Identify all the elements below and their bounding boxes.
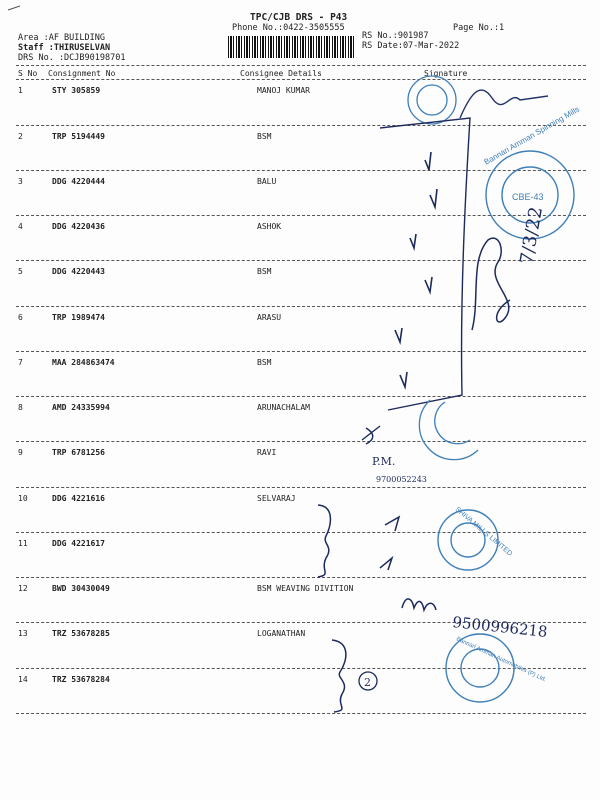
row-consignee: RAVI bbox=[257, 448, 277, 457]
row-divider bbox=[16, 622, 586, 623]
phone-number: Phone No.:0422-3505555 bbox=[232, 23, 345, 33]
row-consignment: TRZ 53678284 bbox=[52, 675, 110, 684]
row-consignee: BSM bbox=[257, 267, 272, 276]
page-number: Page No.:1 bbox=[453, 23, 505, 33]
row-consignment: DDG 4221616 bbox=[52, 494, 105, 503]
table-row bbox=[0, 313, 600, 329]
document-title: TPC/CJB DRS - P43 bbox=[250, 12, 348, 23]
row-divider bbox=[16, 125, 586, 126]
row-consignee: ARASU bbox=[257, 313, 282, 322]
column-headers bbox=[0, 69, 600, 85]
row-sno: 13 bbox=[18, 629, 28, 638]
drs-number: DRS No. :DCJB90198701 bbox=[18, 53, 126, 63]
table-row bbox=[0, 403, 600, 419]
barcode bbox=[228, 36, 355, 58]
row-consignee: MANOJ KUMAR bbox=[257, 86, 310, 95]
column-consignment: Consignment No bbox=[48, 69, 116, 78]
rs-date: RS Date:07-Mar-2022 bbox=[362, 41, 460, 51]
row-sno: 12 bbox=[18, 584, 28, 593]
row-divider bbox=[16, 260, 586, 261]
handwriting-number-1: 9700052243 bbox=[376, 475, 427, 484]
table-row bbox=[0, 629, 600, 645]
row-divider bbox=[16, 487, 586, 488]
row-consignment: DDG 4220443 bbox=[52, 267, 105, 276]
table-row bbox=[0, 539, 600, 555]
row-divider bbox=[16, 668, 586, 669]
row-consignment: TRP 6781256 bbox=[52, 448, 105, 457]
row-consignee: LOGANATHAN bbox=[257, 629, 306, 638]
header-bottom-rule bbox=[16, 79, 586, 80]
table-row bbox=[0, 675, 600, 691]
row-sno: 4 bbox=[18, 222, 23, 231]
stamp-automobiles-text: Bannari Amman Automobiles (P) Ltd. bbox=[455, 636, 547, 684]
row-divider bbox=[16, 396, 586, 397]
table-row bbox=[0, 177, 600, 193]
row-sno: 5 bbox=[18, 267, 23, 276]
row-consignment: MAA 284863474 bbox=[52, 358, 115, 367]
row-consignee: BSM WEAVING DIVITION bbox=[257, 584, 354, 593]
row-consignee: ASHOK bbox=[257, 222, 282, 231]
row-sno: 3 bbox=[18, 177, 23, 186]
row-consignment: STY 305859 bbox=[52, 86, 101, 95]
row-divider bbox=[16, 713, 586, 714]
row-consignee: ARUNACHALAM bbox=[257, 403, 310, 412]
row-sno: 1 bbox=[18, 86, 23, 95]
table-row bbox=[0, 132, 600, 148]
row-consignment: AMD 24335994 bbox=[52, 403, 110, 412]
row-consignment: TRP 1989474 bbox=[52, 313, 105, 322]
handwriting-pm: P.M. bbox=[372, 455, 396, 468]
row-consignment: DDG 4220444 bbox=[52, 177, 105, 186]
row-consignment: BWD 30430049 bbox=[52, 584, 110, 593]
row-divider bbox=[16, 532, 586, 533]
row-consignee: BSM bbox=[257, 358, 272, 367]
row-sno: 11 bbox=[18, 539, 28, 548]
row-consignee: BSM bbox=[257, 132, 272, 141]
stamp-bannari-text: Bannari Amman Spinning Mills bbox=[482, 104, 581, 167]
circled-two-digit: 2 bbox=[364, 676, 371, 689]
row-divider bbox=[16, 351, 586, 352]
column-consignee: Consignee Details bbox=[240, 69, 322, 78]
table-row bbox=[0, 448, 600, 464]
row-divider bbox=[16, 577, 586, 578]
column-sno: S No bbox=[18, 69, 38, 78]
handwriting-number-2: 9500996218 bbox=[451, 613, 549, 641]
row-sno: 6 bbox=[18, 313, 23, 322]
date-handwriting: 7/3/22 bbox=[516, 205, 547, 266]
signature-row12 bbox=[402, 599, 436, 610]
row-divider bbox=[16, 441, 586, 442]
stamp-shiva-text: SHIVA MILLS LIMITED bbox=[453, 506, 514, 558]
row-sno: 2 bbox=[18, 132, 23, 141]
staff-label: Staff :THIRUSELVAN bbox=[18, 43, 111, 53]
row-divider bbox=[16, 215, 586, 216]
table-row bbox=[0, 494, 600, 510]
row-sno: 7 bbox=[18, 358, 23, 367]
table-row bbox=[0, 358, 600, 374]
area-label: Area :AF BUILDING bbox=[18, 33, 105, 43]
row-sno: 8 bbox=[18, 403, 23, 412]
rs-number: RS No.:901987 bbox=[362, 31, 429, 41]
table-row bbox=[0, 86, 600, 102]
row-sno: 14 bbox=[18, 675, 28, 684]
header-top-rule bbox=[16, 65, 586, 66]
corner-mark bbox=[8, 6, 20, 10]
row-sno: 10 bbox=[18, 494, 28, 503]
stamp-bannari-code: CBE-43 bbox=[512, 192, 544, 202]
row-consignee: BALU bbox=[257, 177, 277, 186]
row-consignment: TRP 5194449 bbox=[52, 132, 105, 141]
table-row bbox=[0, 267, 600, 283]
row-consignment: DDG 4221617 bbox=[52, 539, 105, 548]
row-consignment: TRZ 53678285 bbox=[52, 629, 110, 638]
row-divider bbox=[16, 306, 586, 307]
row-consignment: DDG 4220436 bbox=[52, 222, 105, 231]
table-row bbox=[0, 584, 600, 600]
row-sno: 9 bbox=[18, 448, 23, 457]
table-row bbox=[0, 222, 600, 238]
row-divider bbox=[16, 170, 586, 171]
row-consignee: SELVARAJ bbox=[257, 494, 296, 503]
column-signature: Signature bbox=[424, 69, 468, 78]
